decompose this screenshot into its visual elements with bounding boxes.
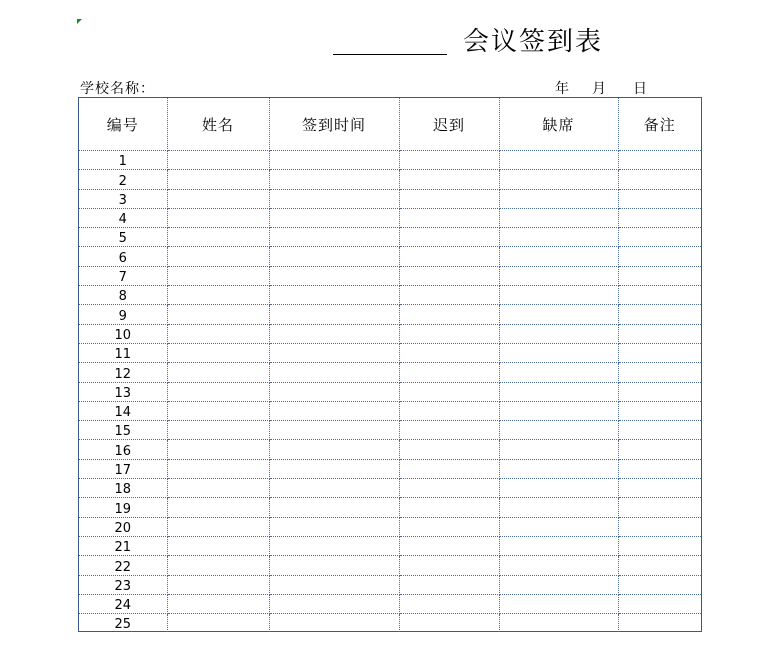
- late-header: 迟到: [399, 98, 499, 151]
- absent-cell[interactable]: [499, 479, 618, 498]
- table-row: [79, 363, 701, 382]
- late-cell[interactable]: [399, 594, 499, 613]
- absent-cell[interactable]: [499, 266, 618, 285]
- table-row: [79, 575, 701, 594]
- name-cell[interactable]: [167, 343, 269, 362]
- name-cell[interactable]: [167, 363, 269, 382]
- remarks-cell[interactable]: [618, 575, 701, 594]
- remarks-cell[interactable]: [618, 170, 701, 189]
- signin-time-cell[interactable]: [269, 440, 399, 459]
- table-row: [79, 401, 701, 420]
- table-row: [79, 440, 701, 459]
- signin-time-cell[interactable]: [269, 189, 399, 208]
- remarks-cell[interactable]: [618, 459, 701, 478]
- row-number-cell: 22: [79, 556, 167, 575]
- name-cell[interactable]: [167, 266, 269, 285]
- late-cell[interactable]: [399, 440, 499, 459]
- remarks-cell[interactable]: [618, 324, 701, 343]
- signin-time-cell[interactable]: [269, 536, 399, 555]
- name-header: 姓名: [167, 98, 269, 151]
- remarks-header: 备注: [618, 98, 701, 151]
- remarks-cell[interactable]: [618, 556, 701, 575]
- title-blank-line[interactable]: [333, 54, 447, 55]
- name-cell[interactable]: [167, 189, 269, 208]
- name-cell[interactable]: [167, 440, 269, 459]
- absent-header: 缺席: [499, 98, 618, 151]
- late-cell[interactable]: [399, 536, 499, 555]
- name-cell[interactable]: [167, 324, 269, 343]
- table-row: [79, 228, 701, 247]
- table-row: [79, 517, 701, 536]
- name-cell[interactable]: [167, 286, 269, 305]
- row-number-cell: 10: [79, 324, 167, 343]
- late-cell[interactable]: [399, 459, 499, 478]
- row-number-cell: 21: [79, 536, 167, 555]
- late-cell[interactable]: [399, 401, 499, 420]
- row-number-cell: 1: [79, 151, 167, 170]
- table-row: [79, 536, 701, 555]
- late-cell[interactable]: [399, 305, 499, 324]
- signin-time-cell[interactable]: [269, 151, 399, 170]
- remarks-cell[interactable]: [618, 517, 701, 536]
- late-cell[interactable]: [399, 479, 499, 498]
- late-cell[interactable]: [399, 343, 499, 362]
- table-row: [79, 343, 701, 362]
- table-row: [79, 479, 701, 498]
- table-row: [79, 151, 701, 170]
- absent-cell[interactable]: [499, 343, 618, 362]
- table-body: [79, 151, 701, 633]
- late-cell[interactable]: [399, 189, 499, 208]
- late-cell[interactable]: [399, 382, 499, 401]
- remarks-cell[interactable]: [618, 266, 701, 285]
- row-number-cell: 13: [79, 382, 167, 401]
- late-cell[interactable]: [399, 324, 499, 343]
- row-number-cell: 9: [79, 305, 167, 324]
- table-row: [79, 594, 701, 613]
- row-number-cell: 7: [79, 266, 167, 285]
- remarks-cell[interactable]: [618, 151, 701, 170]
- absent-cell[interactable]: [499, 247, 618, 266]
- remarks-cell[interactable]: [618, 247, 701, 266]
- name-cell[interactable]: [167, 459, 269, 478]
- absent-cell[interactable]: [499, 459, 618, 478]
- absent-cell[interactable]: [499, 536, 618, 555]
- signin-time-cell[interactable]: [269, 228, 399, 247]
- name-cell[interactable]: [167, 536, 269, 555]
- absent-cell[interactable]: [499, 305, 618, 324]
- absent-cell[interactable]: [499, 401, 618, 420]
- row-number-cell: 23: [79, 575, 167, 594]
- signin-time-cell[interactable]: [269, 286, 399, 305]
- name-cell[interactable]: [167, 421, 269, 440]
- name-cell[interactable]: [167, 401, 269, 420]
- signin-time-cell[interactable]: [269, 247, 399, 266]
- absent-cell[interactable]: [499, 498, 618, 517]
- name-cell[interactable]: [167, 614, 269, 633]
- row-number-cell: 16: [79, 440, 167, 459]
- signin-time-cell[interactable]: [269, 343, 399, 362]
- row-number-cell: 15: [79, 421, 167, 440]
- remarks-cell[interactable]: [618, 479, 701, 498]
- signin-time-cell[interactable]: [269, 614, 399, 633]
- remarks-cell[interactable]: [618, 440, 701, 459]
- row-number-cell: 25: [79, 614, 167, 633]
- signin-time-cell[interactable]: [269, 575, 399, 594]
- signin-time-cell[interactable]: [269, 401, 399, 420]
- row-number-cell: 8: [79, 286, 167, 305]
- absent-cell[interactable]: [499, 440, 618, 459]
- name-cell[interactable]: [167, 517, 269, 536]
- name-cell[interactable]: [167, 556, 269, 575]
- table-row: [79, 556, 701, 575]
- signin-time-cell[interactable]: [269, 421, 399, 440]
- signin-time-cell[interactable]: [269, 517, 399, 536]
- row-number-cell: 2: [79, 170, 167, 189]
- row-number-cell: 5: [79, 228, 167, 247]
- name-cell[interactable]: [167, 305, 269, 324]
- day-label: 日: [633, 81, 647, 97]
- absent-cell[interactable]: [499, 324, 618, 343]
- signin-time-cell[interactable]: [269, 266, 399, 285]
- month-label: 月: [592, 81, 606, 97]
- late-cell[interactable]: [399, 228, 499, 247]
- table-row: [79, 324, 701, 343]
- signin-time-cell[interactable]: [269, 170, 399, 189]
- table-row: [79, 498, 701, 517]
- absent-cell[interactable]: [499, 614, 618, 633]
- remarks-cell[interactable]: [618, 286, 701, 305]
- remarks-cell[interactable]: [618, 305, 701, 324]
- number-header: 编号: [79, 98, 167, 151]
- row-number-cell: 18: [79, 479, 167, 498]
- row-number-cell: 24: [79, 594, 167, 613]
- table-row: [79, 170, 701, 189]
- late-cell[interactable]: [399, 517, 499, 536]
- table-row: [79, 286, 701, 305]
- absent-cell[interactable]: [499, 170, 618, 189]
- year-label: 年: [555, 81, 569, 97]
- table-row: [79, 382, 701, 401]
- late-cell[interactable]: [399, 421, 499, 440]
- signin-time-cell[interactable]: [269, 594, 399, 613]
- title-row: [0, 22, 780, 62]
- table-row: [79, 247, 701, 266]
- school-name-label: 学校名称：: [80, 81, 155, 97]
- late-cell[interactable]: [399, 151, 499, 170]
- row-number-cell: 3: [79, 189, 167, 208]
- name-cell[interactable]: [167, 228, 269, 247]
- late-cell[interactable]: [399, 208, 499, 227]
- remarks-cell[interactable]: [618, 401, 701, 420]
- absent-cell[interactable]: [499, 556, 618, 575]
- row-number-cell: 20: [79, 517, 167, 536]
- table-row: [79, 614, 701, 633]
- absent-cell[interactable]: [499, 228, 618, 247]
- name-cell[interactable]: [167, 498, 269, 517]
- late-cell[interactable]: [399, 247, 499, 266]
- absent-cell[interactable]: [499, 517, 618, 536]
- name-cell[interactable]: [167, 382, 269, 401]
- table-row: [79, 459, 701, 478]
- absent-cell[interactable]: [499, 575, 618, 594]
- remarks-cell[interactable]: [618, 189, 701, 208]
- signin-time-cell[interactable]: [269, 459, 399, 478]
- late-cell[interactable]: [399, 286, 499, 305]
- late-cell[interactable]: [399, 575, 499, 594]
- late-cell[interactable]: [399, 498, 499, 517]
- signin-sheet: [78, 97, 702, 632]
- absent-cell[interactable]: [499, 151, 618, 170]
- late-cell[interactable]: [399, 170, 499, 189]
- late-cell[interactable]: [399, 266, 499, 285]
- row-number-cell: 12: [79, 363, 167, 382]
- remarks-cell[interactable]: [618, 421, 701, 440]
- row-number-cell: 17: [79, 459, 167, 478]
- remarks-cell[interactable]: [618, 343, 701, 362]
- absent-cell[interactable]: [499, 382, 618, 401]
- absent-cell[interactable]: [499, 208, 618, 227]
- signin-time-cell[interactable]: [269, 305, 399, 324]
- signin-time-cell[interactable]: [269, 208, 399, 227]
- row-number-cell: 19: [79, 498, 167, 517]
- signin-time-cell[interactable]: [269, 382, 399, 401]
- remarks-cell[interactable]: [618, 208, 701, 227]
- signin-time-cell[interactable]: [269, 479, 399, 498]
- signin-time-header: 签到时间: [269, 98, 399, 151]
- absent-cell[interactable]: [499, 421, 618, 440]
- remarks-cell[interactable]: [618, 498, 701, 517]
- row-number-cell: 4: [79, 208, 167, 227]
- signin-time-cell[interactable]: [269, 498, 399, 517]
- signin-time-cell[interactable]: [269, 556, 399, 575]
- signin-table: [79, 98, 701, 632]
- row-number-cell: 6: [79, 247, 167, 266]
- table-row: [79, 189, 701, 208]
- name-cell[interactable]: [167, 170, 269, 189]
- remarks-cell[interactable]: [618, 363, 701, 382]
- absent-cell[interactable]: [499, 286, 618, 305]
- name-cell[interactable]: [167, 208, 269, 227]
- table-row: [79, 305, 701, 324]
- table-header-row: [79, 98, 701, 151]
- absent-cell[interactable]: [499, 594, 618, 613]
- table-row: [79, 266, 701, 285]
- late-cell[interactable]: [399, 556, 499, 575]
- table-row: [79, 421, 701, 440]
- late-cell[interactable]: [399, 614, 499, 633]
- remarks-cell[interactable]: [618, 228, 701, 247]
- late-cell[interactable]: [399, 363, 499, 382]
- name-cell[interactable]: [167, 247, 269, 266]
- remarks-cell[interactable]: [618, 614, 701, 633]
- remarks-cell[interactable]: [618, 594, 701, 613]
- signin-time-cell[interactable]: [269, 363, 399, 382]
- signin-time-cell[interactable]: [269, 324, 399, 343]
- remarks-cell[interactable]: [618, 536, 701, 555]
- row-number-cell: 14: [79, 401, 167, 420]
- page-title: 会议签到表: [463, 27, 604, 57]
- name-cell[interactable]: [167, 575, 269, 594]
- row-number-cell: 11: [79, 343, 167, 362]
- name-cell[interactable]: [167, 479, 269, 498]
- name-cell[interactable]: [167, 151, 269, 170]
- absent-cell[interactable]: [499, 189, 618, 208]
- table-row: [79, 208, 701, 227]
- absent-cell[interactable]: [499, 363, 618, 382]
- name-cell[interactable]: [167, 594, 269, 613]
- remarks-cell[interactable]: [618, 382, 701, 401]
